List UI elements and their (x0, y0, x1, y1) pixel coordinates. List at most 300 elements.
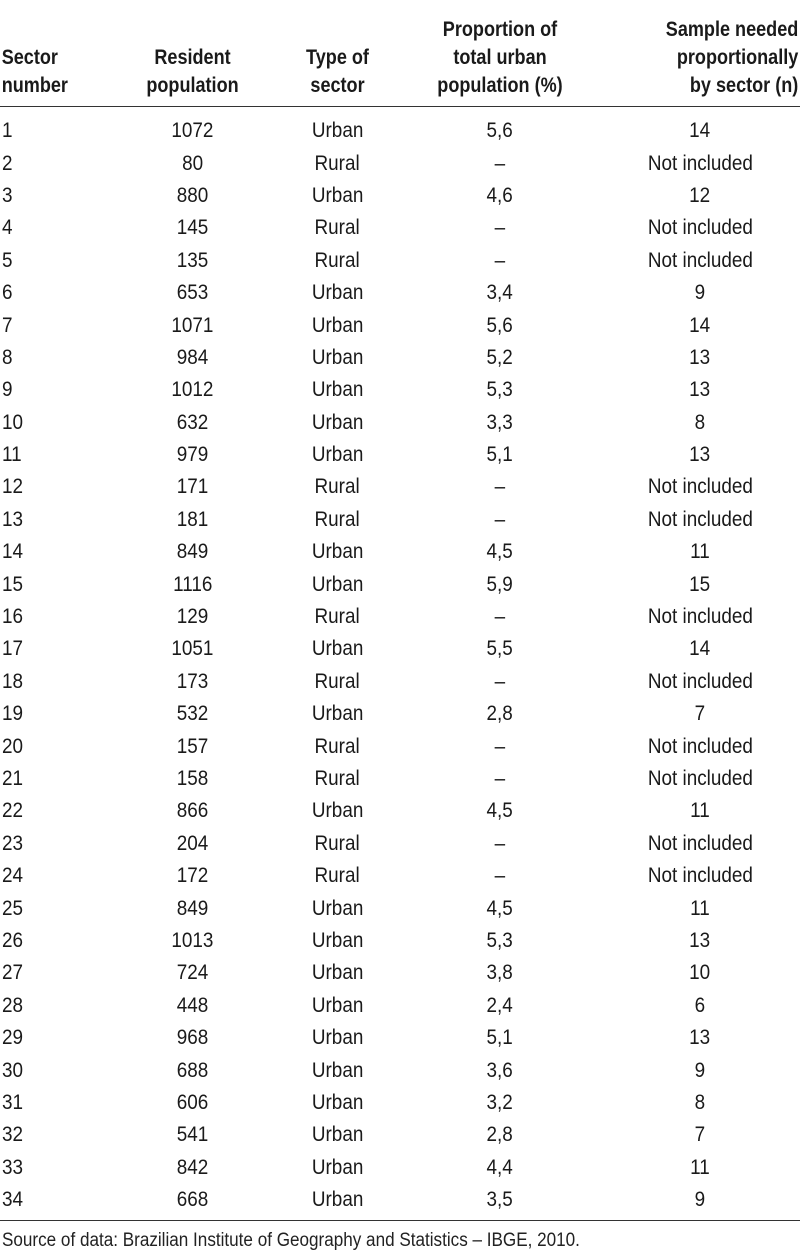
cell-sector-number (0, 107, 110, 148)
cell-resident-population (110, 1184, 275, 1216)
source-note: Source of data: Brazilian Institute of Geography and Statistics – IBGE, 2010. (2, 1230, 580, 1251)
cell-proportion-urban (400, 730, 600, 762)
cell-proportion-urban (400, 342, 600, 374)
cell-text: Urban (311, 119, 364, 143)
table-row (0, 1087, 800, 1119)
cell-text: 11 (690, 799, 710, 823)
cell-type-of-sector (275, 892, 400, 924)
cell-text: 880 (176, 183, 209, 207)
cell-text: 22 (2, 799, 24, 823)
cell-text: Not included (647, 248, 753, 272)
cell-text: 3,8 (486, 961, 514, 985)
table-row (0, 957, 800, 989)
cell-resident-population (110, 245, 275, 277)
table-body (0, 107, 800, 1217)
cell-sample-needed (600, 212, 800, 244)
cell-proportion-urban (400, 277, 600, 309)
cell-text: 532 (176, 702, 209, 726)
cell-resident-population (110, 471, 275, 503)
cell-resident-population (110, 633, 275, 665)
cell-text: 866 (176, 799, 209, 823)
cell-text: Urban (311, 345, 364, 369)
cell-type-of-sector (275, 1152, 400, 1184)
cell-text: 31 (2, 1090, 24, 1114)
cell-text: Rural (314, 831, 361, 855)
cell-sector-number (0, 180, 110, 212)
cell-sector-number (0, 147, 110, 179)
table-row (0, 892, 800, 924)
cell-resident-population (110, 439, 275, 471)
cell-text: 15 (689, 572, 711, 596)
cell-sector-number (0, 439, 110, 471)
table-row (0, 212, 800, 244)
cell-sample-needed (600, 147, 800, 179)
cell-sector-number (0, 471, 110, 503)
cell-text: 157 (176, 734, 209, 758)
cell-text: – (494, 475, 506, 499)
cell-type-of-sector (275, 1119, 400, 1151)
cell-sector-number (0, 212, 110, 244)
cell-text: 10 (689, 961, 711, 985)
cell-sample-needed (600, 957, 800, 989)
cell-resident-population (110, 309, 275, 341)
cell-text: – (494, 216, 506, 240)
cell-text: 11 (2, 443, 22, 467)
cell-text: Rural (314, 864, 361, 888)
header-line: Type of (306, 46, 369, 69)
cell-sector-number (0, 342, 110, 374)
cell-text: 28 (2, 993, 24, 1017)
cell-text: 11 (690, 896, 710, 920)
cell-text: 145 (176, 216, 209, 240)
cell-sample-needed (600, 795, 800, 827)
cell-resident-population (110, 730, 275, 762)
cell-text: 11 (690, 540, 710, 564)
header-line: population (146, 74, 239, 97)
cell-text: 19 (2, 702, 24, 726)
cell-text: 842 (176, 1155, 209, 1179)
cell-proportion-urban (400, 828, 600, 860)
cell-text: Not included (647, 669, 753, 693)
cell-text: 5,6 (486, 119, 514, 143)
cell-resident-population (110, 1022, 275, 1054)
table-header (0, 0, 800, 107)
cell-proportion-urban (400, 990, 600, 1022)
cell-text: Not included (647, 475, 753, 499)
cell-type-of-sector (275, 212, 400, 244)
cell-text: 668 (176, 1188, 209, 1212)
cell-text: Urban (311, 637, 364, 661)
cell-text: 3,4 (486, 281, 514, 305)
cell-text: 1116 (172, 572, 213, 596)
cell-sector-number (0, 374, 110, 406)
cell-resident-population (110, 860, 275, 892)
cell-sector-number (0, 601, 110, 633)
cell-text: 29 (2, 1026, 24, 1050)
cell-resident-population (110, 180, 275, 212)
cell-text: Rural (314, 216, 361, 240)
cell-type-of-sector (275, 374, 400, 406)
cell-text: Urban (311, 702, 364, 726)
cell-type-of-sector (275, 504, 400, 536)
cell-sample-needed (600, 374, 800, 406)
cell-sector-number (0, 309, 110, 341)
cell-text: 3,3 (486, 410, 514, 434)
cell-resident-population (110, 536, 275, 568)
cell-text: Urban (311, 1058, 364, 1082)
cell-text: 979 (176, 443, 209, 467)
table-row (0, 107, 800, 148)
cell-sector-number (0, 568, 110, 600)
cell-sector-number (0, 1119, 110, 1151)
cell-sample-needed (600, 1152, 800, 1184)
cell-text: 8 (2, 345, 13, 369)
cell-text: 688 (176, 1058, 209, 1082)
table-row (0, 990, 800, 1022)
cell-text: 135 (176, 248, 209, 272)
cell-text: 80 (181, 151, 204, 175)
table-row (0, 698, 800, 730)
cell-resident-population (110, 407, 275, 439)
table-row (0, 1022, 800, 1054)
cell-text: 158 (176, 767, 209, 790)
cell-text: 18 (2, 669, 24, 693)
cell-proportion-urban (400, 1054, 600, 1086)
cell-text: 14 (689, 313, 711, 337)
cell-resident-population (110, 957, 275, 989)
cell-proportion-urban (400, 107, 600, 148)
cell-text: 5,5 (486, 637, 514, 661)
cell-type-of-sector (275, 925, 400, 957)
cell-type-of-sector (275, 698, 400, 730)
cell-text: 1 (2, 119, 13, 143)
cell-text: 9 (2, 378, 13, 402)
cell-resident-population (110, 698, 275, 730)
cell-sample-needed (600, 666, 800, 698)
cell-sector-number (0, 536, 110, 568)
table-row (0, 828, 800, 860)
cell-text: 14 (689, 637, 711, 661)
cell-text: – (494, 669, 506, 693)
cell-sample-needed (600, 439, 800, 471)
cell-proportion-urban (400, 147, 600, 179)
cell-proportion-urban (400, 698, 600, 730)
cell-sector-number (0, 407, 110, 439)
cell-text: 4,6 (486, 183, 514, 207)
cell-text: Urban (311, 378, 364, 402)
cell-text: 4,5 (486, 799, 514, 823)
cell-sector-number (0, 1087, 110, 1119)
cell-resident-population (110, 925, 275, 957)
cell-text: 7 (2, 313, 13, 337)
header-line: Sector (1, 46, 58, 69)
cell-text: Urban (311, 993, 364, 1017)
cell-type-of-sector (275, 795, 400, 827)
cell-resident-population (110, 1119, 275, 1151)
cell-text: – (494, 605, 506, 629)
cell-type-of-sector (275, 1054, 400, 1086)
cell-text: 34 (2, 1188, 24, 1212)
cell-text: 13 (689, 928, 711, 952)
cell-sector-number (0, 925, 110, 957)
cell-sample-needed (600, 828, 800, 860)
cell-text: 13 (689, 1026, 711, 1050)
header-resident-population (122, 0, 264, 107)
table-row (0, 536, 800, 568)
cell-text: 2,4 (486, 993, 514, 1017)
cell-type-of-sector (275, 1184, 400, 1216)
header-sector-number (0, 0, 95, 107)
header-type-of-sector (284, 0, 392, 107)
cell-text: 2,8 (486, 702, 514, 726)
cell-text: 204 (176, 831, 209, 855)
header-line: sector (310, 74, 365, 97)
cell-resident-population (110, 147, 275, 179)
cell-sample-needed (600, 407, 800, 439)
header-line: by sector (n) (689, 74, 799, 97)
cell-sector-number (0, 245, 110, 277)
cell-resident-population (110, 342, 275, 374)
table-row (0, 1119, 800, 1151)
cell-text: 10 (2, 410, 24, 434)
cell-text: Not included (647, 507, 753, 531)
cell-text: 4,5 (486, 540, 514, 564)
cell-text: 5,9 (486, 572, 514, 596)
cell-proportion-urban (400, 763, 600, 795)
header-line: proportionally (676, 46, 799, 69)
cell-text: 7 (694, 702, 706, 726)
cell-type-of-sector (275, 147, 400, 179)
cell-type-of-sector (275, 439, 400, 471)
cell-sample-needed (600, 730, 800, 762)
cell-text: 5,3 (486, 378, 514, 402)
cell-sample-needed (600, 180, 800, 212)
cell-text: 30 (2, 1058, 24, 1082)
cell-text: 4 (2, 216, 13, 240)
cell-text: 632 (176, 410, 209, 434)
cell-text: 2,8 (486, 1123, 514, 1147)
cell-text: 1013 (171, 928, 214, 952)
cell-type-of-sector (275, 568, 400, 600)
cell-type-of-sector (275, 666, 400, 698)
cell-sample-needed (600, 892, 800, 924)
cell-sample-needed (600, 633, 800, 665)
cell-proportion-urban (400, 374, 600, 406)
cell-proportion-urban (400, 1119, 600, 1151)
cell-sample-needed (600, 536, 800, 568)
table-row (0, 795, 800, 827)
cell-type-of-sector (275, 633, 400, 665)
cell-text: 17 (2, 637, 24, 661)
cell-sample-needed (600, 342, 800, 374)
cell-type-of-sector (275, 1087, 400, 1119)
cell-text: 3,2 (486, 1090, 514, 1114)
cell-text: 15 (2, 572, 24, 596)
cell-sector-number (0, 633, 110, 665)
cell-proportion-urban (400, 568, 600, 600)
cell-resident-population (110, 795, 275, 827)
cell-resident-population (110, 990, 275, 1022)
cell-type-of-sector (275, 730, 400, 762)
cell-proportion-urban (400, 1152, 600, 1184)
table-bottom-rule (0, 1220, 800, 1221)
cell-type-of-sector (275, 277, 400, 309)
cell-text: 1051 (171, 637, 214, 661)
cell-sample-needed (600, 1054, 800, 1086)
cell-proportion-urban (400, 957, 600, 989)
table-row (0, 730, 800, 762)
cell-sector-number (0, 666, 110, 698)
cell-sector-number (0, 504, 110, 536)
cell-text: Rural (314, 767, 361, 790)
table-row (0, 407, 800, 439)
cell-text: 24 (2, 864, 24, 888)
cell-text: 3,5 (486, 1188, 514, 1212)
cell-resident-population (110, 277, 275, 309)
table-row (0, 277, 800, 309)
cell-text: 25 (2, 896, 24, 920)
cell-sector-number (0, 860, 110, 892)
cell-resident-population (110, 763, 275, 795)
cell-text: 2 (2, 151, 13, 175)
cell-proportion-urban (400, 601, 600, 633)
table-row (0, 374, 800, 406)
cell-sample-needed (600, 1184, 800, 1216)
cell-text: 181 (176, 507, 209, 531)
cell-type-of-sector (275, 309, 400, 341)
cell-text: Not included (647, 151, 753, 175)
header-line: Sample needed (665, 18, 799, 41)
cell-text: Urban (311, 1026, 364, 1050)
cell-type-of-sector (275, 860, 400, 892)
cell-text: 14 (689, 119, 711, 143)
table-row (0, 1152, 800, 1184)
cell-text: 5,1 (486, 443, 514, 467)
cell-text: – (494, 831, 506, 855)
cell-text: – (494, 767, 506, 790)
header-row (0, 0, 800, 107)
cell-text: Urban (311, 961, 364, 985)
cell-text: 11 (690, 1155, 710, 1179)
cell-text: Urban (311, 799, 364, 823)
cell-proportion-urban (400, 212, 600, 244)
cell-text: 448 (176, 993, 209, 1017)
table-row (0, 763, 800, 795)
cell-text: 21 (2, 767, 24, 790)
cell-proportion-urban (400, 633, 600, 665)
cell-text: 13 (689, 443, 711, 467)
cell-text: 13 (689, 345, 711, 369)
cell-text: 6 (2, 281, 13, 305)
header-sample-needed (628, 0, 800, 107)
cell-type-of-sector (275, 601, 400, 633)
cell-text: 7 (694, 1123, 706, 1147)
cell-proportion-urban (400, 892, 600, 924)
cell-sector-number (0, 763, 110, 795)
cell-text: 9 (694, 1188, 706, 1212)
cell-text: Urban (311, 928, 364, 952)
cell-text: 4,5 (486, 896, 514, 920)
cell-sector-number (0, 730, 110, 762)
table-row (0, 245, 800, 277)
cell-text: – (494, 864, 506, 888)
header-line: number (1, 74, 68, 97)
cell-text: Not included (647, 216, 753, 240)
table-row (0, 504, 800, 536)
cell-type-of-sector (275, 828, 400, 860)
cell-resident-population (110, 892, 275, 924)
cell-text: 6 (694, 993, 706, 1017)
table-row (0, 180, 800, 212)
cell-type-of-sector (275, 763, 400, 795)
cell-proportion-urban (400, 666, 600, 698)
cell-resident-population (110, 601, 275, 633)
cell-text: Urban (311, 183, 364, 207)
table-row (0, 439, 800, 471)
cell-text: 32 (2, 1123, 24, 1147)
cell-type-of-sector (275, 990, 400, 1022)
cell-text: 172 (176, 864, 209, 888)
cell-text: 16 (2, 605, 24, 629)
cell-proportion-urban (400, 180, 600, 212)
cell-text: Urban (311, 1188, 364, 1212)
cell-sector-number (0, 277, 110, 309)
cell-text: 8 (694, 410, 706, 434)
cell-text: Rural (314, 507, 361, 531)
cell-text: Rural (314, 475, 361, 499)
cell-sample-needed (600, 309, 800, 341)
cell-sample-needed (600, 107, 800, 148)
cell-resident-population (110, 666, 275, 698)
cell-type-of-sector (275, 1022, 400, 1054)
cell-text: Not included (647, 767, 753, 790)
header-line: total urban (453, 46, 547, 69)
cell-text: Not included (647, 831, 753, 855)
cell-sector-number (0, 795, 110, 827)
cell-sample-needed (600, 1022, 800, 1054)
cell-text: Urban (311, 313, 364, 337)
cell-text: 968 (176, 1026, 209, 1050)
cell-resident-population (110, 828, 275, 860)
table-row (0, 1184, 800, 1216)
cell-text: 1072 (171, 119, 214, 143)
cell-text: Rural (314, 669, 361, 693)
header-line: population (%) (437, 74, 563, 97)
cell-text: Rural (314, 151, 361, 175)
cell-text: 171 (176, 475, 209, 499)
cell-sector-number (0, 957, 110, 989)
cell-text: 9 (694, 1058, 706, 1082)
cell-sector-number (0, 990, 110, 1022)
header-proportion-urban (414, 0, 586, 107)
cell-text: 14 (2, 540, 24, 564)
cell-type-of-sector (275, 471, 400, 503)
cell-proportion-urban (400, 309, 600, 341)
cell-text: Urban (311, 1155, 364, 1179)
cell-text: 23 (2, 831, 24, 855)
cell-sector-number (0, 698, 110, 730)
table-row (0, 342, 800, 374)
cell-text: Rural (314, 248, 361, 272)
cell-sample-needed (600, 990, 800, 1022)
table-row (0, 471, 800, 503)
cell-resident-population (110, 212, 275, 244)
cell-type-of-sector (275, 107, 400, 148)
cell-proportion-urban (400, 795, 600, 827)
cell-text: – (494, 248, 506, 272)
cell-sample-needed (600, 1087, 800, 1119)
cell-text: – (494, 507, 506, 531)
